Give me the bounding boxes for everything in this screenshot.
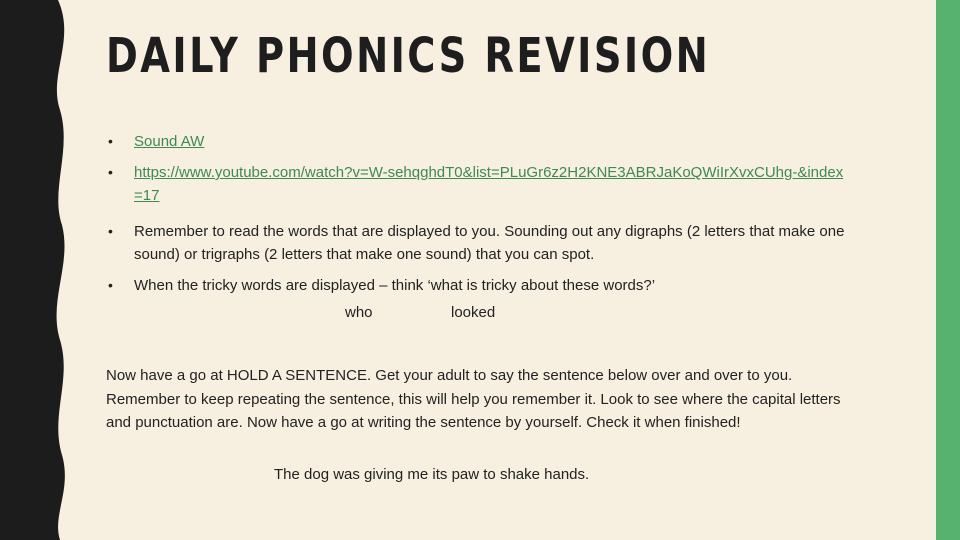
- list-item-reading: [106, 220, 846, 266]
- bullet-icon: •: [108, 277, 113, 293]
- list-item-video: [106, 161, 846, 207]
- list-item-sound: [106, 130, 846, 153]
- right-accent-band: [936, 0, 960, 540]
- youtube-link[interactable]: https://www.youtube.com/watch?v=W-sehqghdT0&list=PLuGr6z2H2KNE3ABRJaKoQWiIrXvxCUhg-&index=17: [134, 164, 844, 204]
- reading-instruction: Remember to read the words that are displayed to you. Sounding out any digraphs (2 letters that make one sound) or trigraphs (2 letters that make one sound) that you can spot.: [134, 223, 845, 263]
- sound-aw-link[interactable]: Sound AW: [134, 133, 205, 150]
- page-title: DAILY PHONICS REVISION: [106, 28, 711, 84]
- list-item-tricky: [106, 274, 846, 297]
- example-sentence: The dog was giving me its paw to shake hands.: [274, 466, 590, 483]
- bullet-icon: •: [108, 223, 113, 239]
- hold-sentence-paragraph: Now have a go at HOLD A SENTENCE. Get your adult to say the sentence below over and over to you. Remember to keep repeating the sentence, this will help you remember it. Look to see where the capital letters and punctuation are. Now have a go at writing the sentence by yourself. Check it when finished!: [106, 367, 841, 431]
- tricky-word: looked: [451, 304, 496, 321]
- bullet-icon: •: [108, 133, 113, 149]
- bullet-list: [106, 130, 846, 305]
- left-wavy-band: [0, 0, 75, 540]
- tricky-word: who: [345, 304, 373, 321]
- tricky-words-instruction: When the tricky words are displayed – think ‘what is tricky about these words?’: [134, 277, 656, 294]
- bullet-icon: •: [108, 164, 113, 180]
